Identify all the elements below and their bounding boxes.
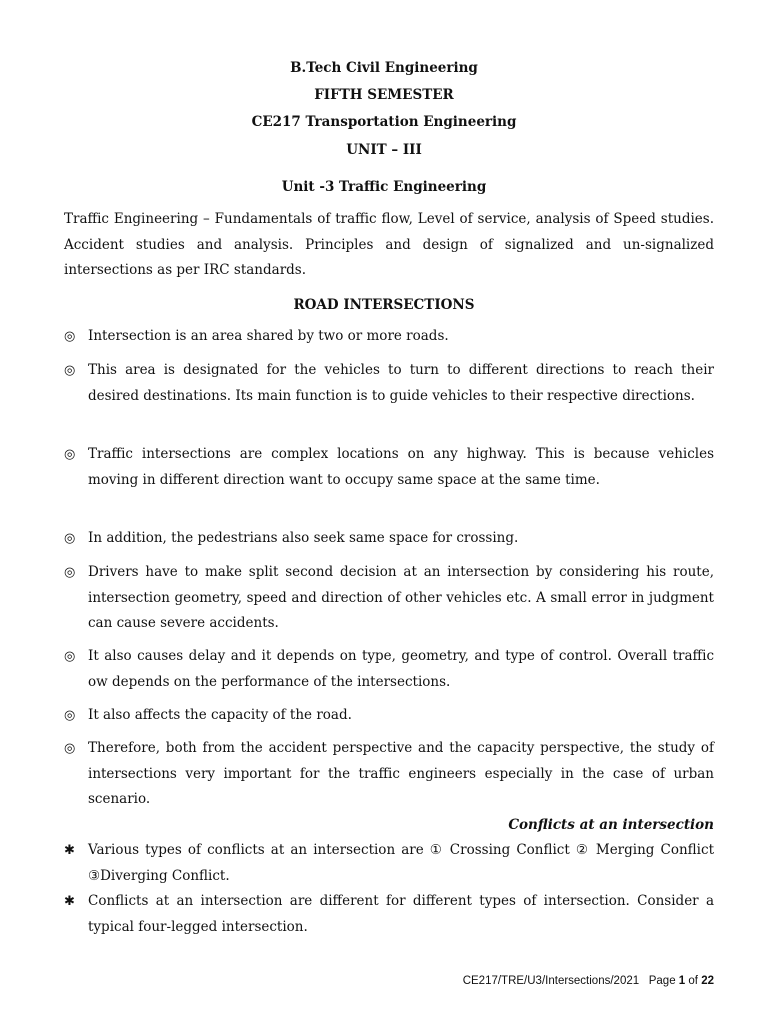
page-of-label: of <box>688 975 698 987</box>
list-item <box>64 703 714 729</box>
list-item <box>64 442 714 493</box>
page-number: 1 <box>678 975 686 987</box>
page-footer <box>463 975 714 987</box>
circle-bullet-icon: ◎ <box>64 329 76 344</box>
list-item <box>64 736 714 813</box>
list-item-text: Conflicts at an intersection are different for different types of intersection. Consider a typical four-legged intersection. <box>88 893 714 935</box>
page-label: Page <box>648 975 676 987</box>
list-item-text: In addition, the pedestrians also seek same space for crossing. <box>88 530 519 546</box>
list-item-text: Traffic intersections are complex locations on any highway. This is because vehicles moving in different direction want to occupy same space at the same time. <box>88 446 714 488</box>
circle-bullet-icon: ◎ <box>64 363 76 378</box>
list-item-text: Various types of conflicts at an intersection are ① Crossing Conflict ② Merging Conflict ③Diverging Conflict. <box>88 842 714 884</box>
conflicts-heading: Conflicts at an intersection <box>508 817 714 833</box>
list-item-text: Drivers have to make split second decision at an intersection by considering his route, intersection geometry, speed and direction of other vehicles etc. A small error in judgment can cause severe accidents. <box>88 564 714 631</box>
circle-bullet-icon: ◎ <box>64 531 76 546</box>
asterisk-bullet-icon: ✱ <box>64 894 75 909</box>
circle-bullet-icon: ◎ <box>64 741 76 756</box>
list-item <box>64 560 714 637</box>
circle-bullet-icon: ◎ <box>64 708 76 723</box>
semester-title: FIFTH SEMESTER <box>314 87 454 103</box>
list-item <box>64 324 714 350</box>
list-item <box>64 526 714 552</box>
list-item <box>64 358 714 409</box>
list-item-text: This area is designated for the vehicles to turn to different directions to reach their desired destinations. Its main function is to guide vehicles to their respective directions. <box>88 362 714 404</box>
list-item <box>64 889 714 940</box>
subject-title: CE217 Transportation Engineering <box>251 114 517 130</box>
circle-bullet-icon: ◎ <box>64 447 76 462</box>
list-item <box>64 644 714 695</box>
list-item-text: It also affects the capacity of the road. <box>88 707 352 723</box>
circle-bullet-icon: ◎ <box>64 565 76 580</box>
section-heading: ROAD INTERSECTIONS <box>293 297 475 313</box>
syllabus-paragraph: Traffic Engineering – Fundamentals of traffic flow, Level of service, analysis of Speed studies. Accident studies and analysis. Principles and design of signalized and un-signalized intersections as per IRC standards. <box>64 211 714 278</box>
course-title: B.Tech Civil Engineering <box>290 60 478 76</box>
list-item-text: Intersection is an area shared by two or more roads. <box>88 328 449 344</box>
circle-bullet-icon: ◎ <box>64 649 76 664</box>
asterisk-bullet-icon: ✱ <box>64 843 75 858</box>
page-total: 22 <box>701 975 714 987</box>
unit-title: Unit -3 Traffic Engineering <box>281 179 487 195</box>
document-reference: CE217/TRE/U3/Intersections/2021 <box>462 975 640 987</box>
list-item-text: It also causes delay and it depends on type, geometry, and type of control. Overall traffic ow depends on the performance of the intersections. <box>88 648 714 690</box>
list-item <box>64 838 714 889</box>
list-item-text: Therefore, both from the accident perspective and the capacity perspective, the study of intersections very important for the traffic engineers especially in the case of urban scenario. <box>88 740 714 807</box>
unit-number: UNIT – III <box>346 142 422 158</box>
